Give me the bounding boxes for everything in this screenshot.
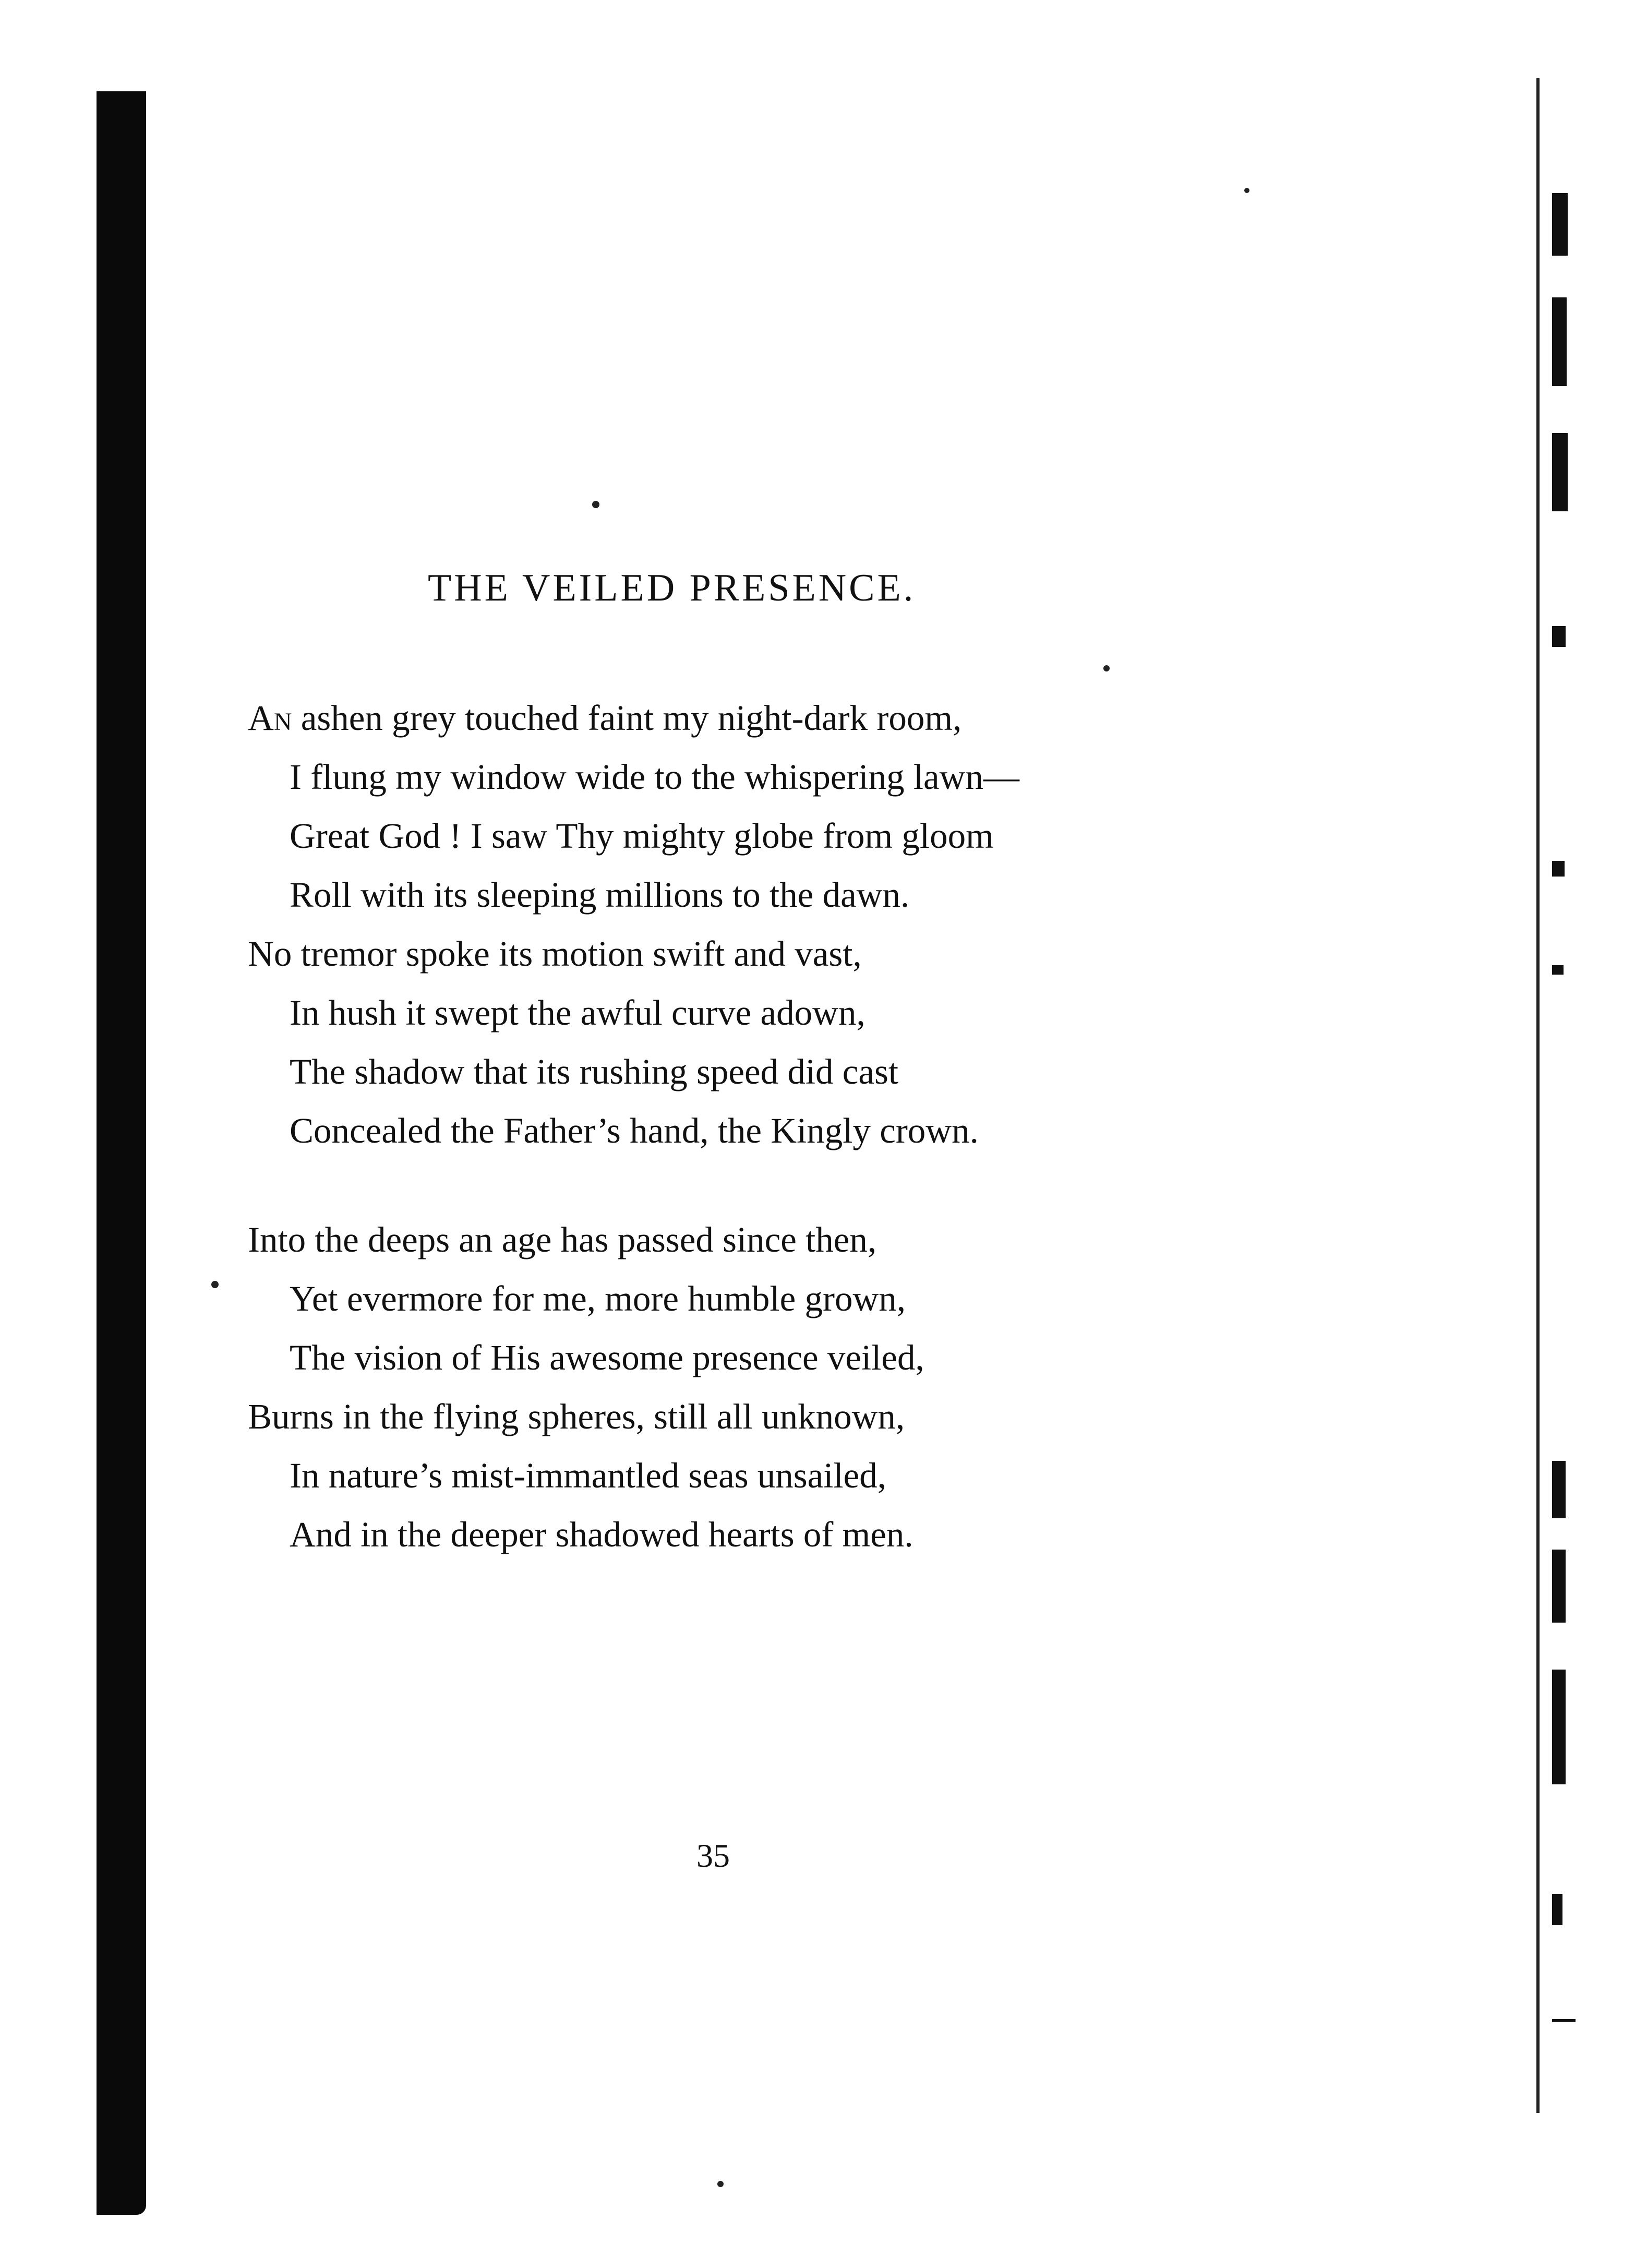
gutter-mark [1552,1670,1566,1784]
speck [211,1281,219,1288]
line-text: The shadow that its rushing speed did cast [290,1052,899,1091]
line-text: ashen grey touched faint my night-dark room, [292,698,962,738]
line-text: Burns in the flying spheres, still all unknown, [248,1397,905,1436]
poem-line [248,1387,924,1446]
poem-line [248,1328,924,1387]
poem-line [248,1446,924,1505]
poem-line [248,689,1019,748]
drop-word: An [248,698,292,738]
poem-line [248,925,1019,983]
poem-line [248,748,1019,807]
speck [1244,188,1249,193]
line-text: No tremor spoke its motion swift and vast, [248,934,862,974]
gutter-mark [1552,2019,1576,2022]
speck [592,501,599,508]
poem-line [248,983,1019,1042]
poem-line [248,807,1019,866]
poem-line [248,1042,1019,1101]
gutter-mark [1552,1461,1566,1518]
line-text: In hush it swept the awful curve adown, [290,993,865,1033]
gutter-mark [1552,193,1568,256]
line-text: I flung my window wide to the whispering lawn— [290,757,1019,797]
gutter-mark [1552,1894,1562,1925]
gutter-mark [1552,861,1565,877]
binding-shadow [97,91,146,2215]
gutter-mark [1552,965,1564,975]
poem-line [248,1210,924,1269]
line-text: Concealed the Father’s hand, the Kingly crown. [290,1111,979,1150]
gutter-scan-artifact [1516,78,1578,2191]
poem-line [248,1269,924,1328]
gutter-mark [1552,626,1566,647]
poem-line [248,1505,924,1564]
page-number: 35 [696,1837,730,1874]
poem-line [248,866,1019,925]
line-text: Into the deeps an age has passed since then, [248,1220,877,1259]
line-text: Great God ! I saw Thy mighty globe from gloom [290,816,994,856]
gutter-mark [1552,297,1567,386]
line-text: In nature’s mist-immantled seas unsailed, [290,1456,886,1495]
line-text: Roll with its sleeping millions to the dawn. [290,875,910,915]
gutter-rule [1536,78,1540,2113]
stanza-1 [248,689,1019,1160]
speck [717,2181,724,2187]
line-text: And in the deeper shadowed hearts of men. [290,1515,913,1554]
poem-line [248,1101,1019,1160]
stanza-2 [248,1210,924,1564]
speck [1103,665,1110,671]
line-text: The vision of His awesome presence veiled, [290,1338,924,1377]
line-text: Yet evermore for me, more humble grown, [290,1279,906,1318]
gutter-mark [1552,433,1568,511]
gutter-mark [1552,1550,1566,1623]
poem-title: THE VEILED PRESENCE. [428,567,916,609]
